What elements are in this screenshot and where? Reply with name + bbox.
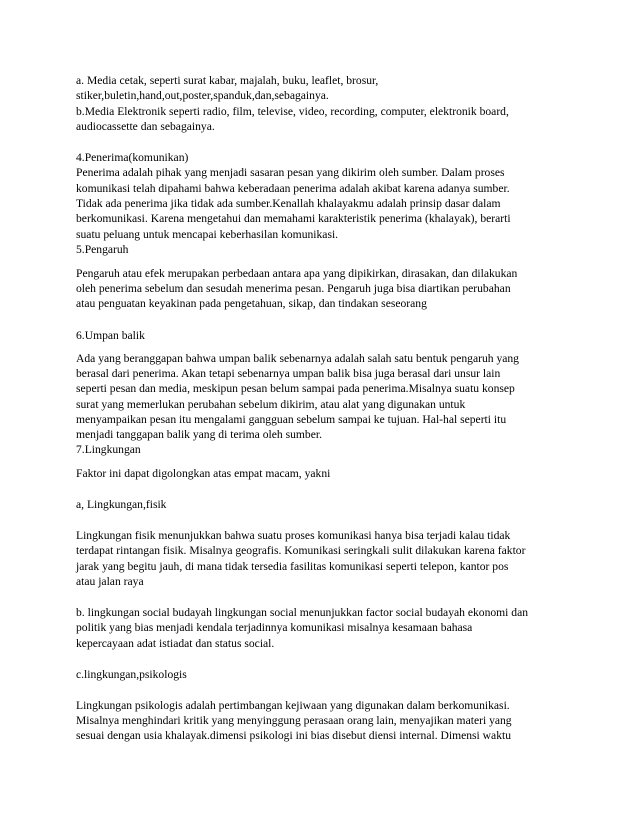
section-heading: a, Lingkungan,fisik bbox=[76, 498, 167, 511]
text-line: b. lingkungan social budayah lingkungan social menunjukkan factor social budayah ekonomi dan bbox=[76, 606, 529, 619]
text-line: komunikasi telah dipahami bahwa keberadaan penerima adalah akibat karena adanya sumber. bbox=[76, 182, 510, 195]
text-line: seperti pesan dan media, meskipun pesan belum sampai pada penerima.Misalnya suatu konsep bbox=[76, 382, 515, 395]
text-line: politik yang bias menjadi kendala terjadinnya komunikasi misalnya kesamaan bahasa bbox=[76, 621, 473, 634]
text-line: b.Media Elektronik seperti radio, film, televise, video, recording, computer, elektronik board, bbox=[76, 105, 509, 118]
text-line: berasal dari penerima. Akan tetapi sebenarnya umpan balik bisa juga berasal dari unsur lain bbox=[76, 367, 501, 380]
text-line: audiocassette dan sebagainya. bbox=[76, 120, 215, 133]
text-line: Misalnya menghindari kritik yang menyinggung perasaan orang lain, menyajikan materi yang bbox=[76, 714, 512, 727]
text-line: Lingkungan psikologis adalah pertimbangan kejiwaan yang digunakan dalam berkomunikasi. bbox=[76, 699, 510, 712]
text-line: kepercayaan adat istiadat dan status social. bbox=[76, 637, 275, 650]
text-line: Ada yang beranggapan bahwa umpan balik sebenarnya adalah salah satu bentuk pengaruh yang bbox=[76, 352, 519, 365]
text-line: Faktor ini dapat digolongkan atas empat macam, yakni bbox=[76, 467, 331, 480]
text-line: menjadi tanggapan balik yang di terima oleh sumber. bbox=[76, 428, 322, 441]
text-line: Tidak ada penerima jika tidak ada sumber.Kenallah khalayakmu adalah prinsip dasar dalam bbox=[76, 197, 501, 210]
section-heading: 7.Lingkungan bbox=[76, 443, 141, 456]
section-heading: 5.Pengaruh bbox=[76, 243, 129, 256]
text-line: suatu peluang untuk mencapai keberhasilan komunikasi. bbox=[76, 228, 339, 241]
text-line: Pengaruh atau efek merupakan perbedaan antara apa yang dipikirkan, dirasakan, dan dilakukan bbox=[76, 267, 518, 280]
text-line: a. Media cetak, seperti surat kabar, majalah, buku, leaflet, brosur, bbox=[76, 74, 379, 87]
section-heading: c.lingkungan,psikologis bbox=[76, 668, 187, 681]
text-line: menyampaikan pesan itu mengalami gangguan sebelum sampai ke tujuan. Hal-hal seperti itu bbox=[76, 413, 507, 426]
text-line: atau penguatan keyakinan pada pengetahuan, sikap, dan tindakan seseorang bbox=[76, 297, 427, 310]
text-line: Lingkungan fisik menunjukkan bahwa suatu proses komunikasi hanya bisa terjadi kalau tidak bbox=[76, 529, 511, 542]
text-line: Penerima adalah pihak yang menjadi sasaran pesan yang dikirim oleh sumber. Dalam proses bbox=[76, 166, 505, 179]
text-line: atau jalan raya bbox=[76, 575, 144, 588]
text-line: stiker,buletin,hand,out,poster,spanduk,dan,sebagainya. bbox=[76, 89, 329, 102]
section-heading: 4.Penerima(komunikan) bbox=[76, 151, 189, 164]
text-line: jarak yang begitu jauh, di mana tidak tersedia fasilitas komunikasi seperti telepon, kantor pos bbox=[76, 560, 509, 573]
text-line: terdapat rintangan fisik. Misalnya geografis. Komunikasi seringkali sulit dilakukan karena faktor bbox=[76, 544, 526, 557]
text-line: oleh penerima sebelum dan sesudah menerima pesan. Pengaruh juga bisa diartikan perubahan bbox=[76, 282, 511, 295]
text-line: sesuai dengan usia khalayak.dimensi psikologi ini bias disebut diensi internal. Dimensi waktu bbox=[76, 729, 512, 742]
section-heading: 6.Umpan balik bbox=[76, 329, 145, 342]
text-line: berkomunikasi. Karena mengetahui dan memahami karakteristik penerima (khalayak), berarti bbox=[76, 212, 511, 225]
text-line: surat yang memerlukan perubahan sebelum dikirim, atau alat yang digunakan untuk bbox=[76, 398, 466, 411]
